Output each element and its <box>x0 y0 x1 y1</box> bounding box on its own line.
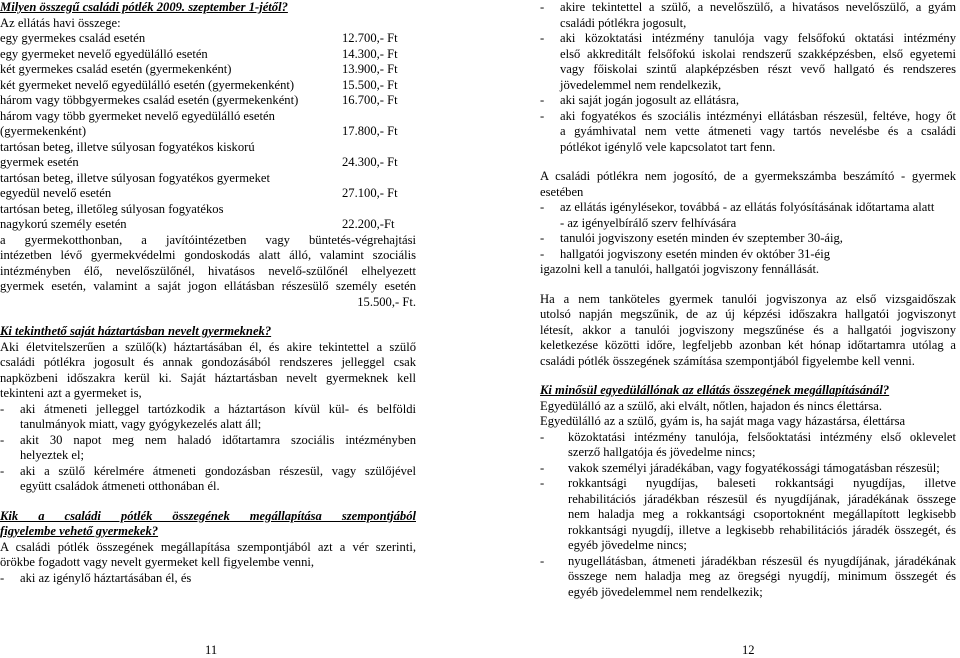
list-item-text: rokkantsági nyugdíjas, baleseti rokkantsági nyugdíjas, illetve <box>568 476 956 490</box>
rate-row <box>0 62 416 78</box>
paragraph-line: Ha a nem tanköteles gyermek tanulói jogviszonya az első vizsgaidőszak <box>540 291 956 306</box>
list-item-text: aki fogyatékos és szociális intézményi ellátásban részesül, feltéve, hogy őt <box>560 108 956 123</box>
household-list <box>0 402 416 495</box>
list-item-line <box>0 417 416 433</box>
bullet-dash: - <box>540 476 545 490</box>
list-item-line <box>540 247 956 263</box>
right-page <box>540 0 956 600</box>
bullet-dash: - <box>0 401 5 416</box>
paragraph-line: Aki életvitelszerűen a szülő(k) háztartásában él, és akire tekintettel a szülő <box>0 339 416 354</box>
list-item-line <box>540 0 956 16</box>
list-item-line <box>540 47 956 63</box>
list-item-line <box>540 200 956 216</box>
bullet-dash: - <box>540 231 545 245</box>
paragraph-line: örökbe fogadott vagy nevelt gyermeket kell figyelembe venni, <box>0 555 315 569</box>
list-item <box>540 200 956 231</box>
page-number-left: 11 <box>205 643 218 657</box>
paragraph-line: napközbeni időszakra kerül ki. Saját háztartásban nevelt gyermeknek kell <box>0 370 416 385</box>
heading-counted-children <box>0 509 416 540</box>
list-item-text: együtt családok átmeneti otthonában él. <box>20 479 220 493</box>
list-item-line <box>540 62 956 78</box>
list-item-line <box>540 124 956 140</box>
rate-label-line: nagykorú személy esetén 22.200,-Ft <box>0 217 395 231</box>
list-item-text: vagy főiskolai szintű alapképzésben részt vevő hallgató és rendszeres <box>560 62 956 76</box>
list-item <box>540 430 956 461</box>
rate-amount: 22.200,-Ft <box>342 217 395 231</box>
paragraph-line: gyermek esetén, valamint a saját jogon ellátásban részesülő személy esetén <box>0 279 416 293</box>
paragraph-line: intézetben lévő gyermekvédelmi gondoskodás alatt álló, valamint szociális <box>0 248 416 262</box>
rate-label-line: három vagy több gyermeket nevelő egyedülálló esetén <box>0 108 275 123</box>
list-item-line <box>0 464 416 480</box>
non-eligible-list <box>540 200 956 262</box>
list-item-line <box>540 78 956 94</box>
list-item-text: első akkreditált felsőfokú iskolai rendszerű szakképzésben, első egyetemi <box>560 46 956 61</box>
bullet-dash: - <box>540 246 545 261</box>
rate-amount: 17.800,- Ft <box>342 124 398 138</box>
list-item-text: hallgatói jogviszony esetén minden év október 31-éig <box>560 246 830 261</box>
rate-label-line: tartósan beteg, illetőleg súlyosan fogyatékos <box>0 201 224 216</box>
list-item <box>0 433 416 464</box>
heading-line: figyelembe vehető gyermekek? <box>0 524 159 538</box>
rate-label-line: egy gyermeket nevelő egyedülálló esetén 14.300,- Ft <box>0 46 398 61</box>
list-item-text: aki közoktatási intézmény tanulója vagy felsőfokú oktatási intézmény <box>560 31 956 45</box>
list-item-line <box>540 523 956 539</box>
list-item <box>0 464 416 495</box>
bullet-dash: - <box>540 108 545 123</box>
rate-amount: 12.700,- Ft <box>342 31 398 45</box>
paragraph-line: A családi pótlékra nem jogosító, de a gyermekszámba beszámító - gyermek <box>540 169 956 183</box>
rates-table <box>0 31 416 233</box>
list-item-text: egyéb jövedelemmel nem rendelkezik; <box>568 584 763 599</box>
list-item-line <box>540 569 956 585</box>
list-item-line <box>540 216 956 232</box>
paragraph-line: A családi pótlék összegének megállapítása szempontjából azt a vér szerinti, <box>0 539 416 554</box>
list-item-text: - az igényelbírálő szerv felhívására <box>560 215 737 230</box>
list-item-text: aki a szülő kérelmére átmeneti gondozásban részesül, vagy szülőjével <box>20 463 416 478</box>
list-item-line <box>540 93 956 109</box>
list-item-text: rokkantsági nyugdíj, illetve a legkisebb rehabilitációs járadék összegét, és <box>568 522 956 537</box>
list-item-line <box>540 507 956 523</box>
bullet-dash: - <box>0 463 5 478</box>
paragraph-line: tekinteni azt a gyermeket is, <box>0 386 142 400</box>
list-item-text: vakok személyi járadékában, vagy fogyatékossági támogatásban részesül; <box>568 460 940 475</box>
paragraph-line: esetében <box>540 184 584 199</box>
heading-line: Kik a családi pótlék összegének megállapítása szempontjából <box>0 508 416 523</box>
list-item-text: rehabilitációs járadékban részesül és nyugdíjának, járadékának összege <box>568 491 956 506</box>
exam-period-paragraph <box>540 292 956 370</box>
list-item <box>540 231 956 247</box>
list-item-text: aki átmeneti jelleggel tartózkodik a háztartáson kívül kül- és belföldi <box>20 401 416 416</box>
paragraph-line: utolsó napján megszűnik, de az új képzési időszakra hallgatói jogviszonyt <box>540 307 956 321</box>
list-item <box>540 554 956 601</box>
rate-label-line: tartósan beteg, illetve súlyosan fogyatékos gyermeket <box>0 170 270 185</box>
list-item-line <box>540 476 956 492</box>
rate-row <box>0 93 416 109</box>
list-item-text: pótlékot igénylő vele kapcsolatot tart fenn. <box>560 139 776 154</box>
list-item-text: helyeztek el; <box>20 448 84 462</box>
list-item-line <box>540 445 956 461</box>
heading-household-child: Ki tekinthető saját háztartásban nevelt gyermeknek? <box>0 324 272 338</box>
rate-amount: 24.300,- Ft <box>342 155 398 169</box>
paragraph-line: családi pótlékra jogosult és annak gondozásából rendszeres jelleggel csak <box>0 355 416 369</box>
bullet-dash: - <box>540 429 545 444</box>
bullet-dash: - <box>540 200 545 214</box>
list-item <box>0 402 416 433</box>
list-item-line <box>540 16 956 32</box>
list-item-line <box>0 433 416 449</box>
bullet-dash: - <box>0 432 5 447</box>
list-item-text: családi pótlékra jogosult, <box>560 15 687 30</box>
rate-label-line: két gyermekes család esetén (gyermekenként) 13.900,- Ft <box>0 62 398 76</box>
list-item-text: a gyámhivatal nem vette átmeneti vagy tartós nevelésbe és a családi <box>560 124 956 138</box>
household-paragraph <box>0 340 416 402</box>
rate-amount: 14.300,- Ft <box>342 46 398 61</box>
list-item-text: az ellátás igénylésekor, továbbá - az ellátás folyósításának időtartama alatt <box>560 200 935 214</box>
list-item-text: tanulmányok miatt, vagy gyógykezelés alatt áll; <box>20 417 262 431</box>
list-item-line <box>540 461 956 477</box>
non-eligible-end: igazolni kell a tanulói, hallgatói jogviszony fennállását. <box>540 262 820 276</box>
rate-label-line: egyedül nevelő esetén 27.100,- Ft <box>0 186 398 200</box>
institution-amount: 15.500,- Ft. <box>357 294 416 309</box>
eligibility-list <box>540 0 956 155</box>
section-subtitle: Az ellátás havi összege: <box>0 15 121 30</box>
bullet-dash: - <box>540 553 545 568</box>
list-item-text: nyugellátásban, átmeneti járadékban részesül és nyugdíjának, járadékának <box>568 553 956 568</box>
list-item-text: aki saját jogán jogosult az ellátásra, <box>560 93 740 107</box>
bullet-dash: - <box>540 460 545 475</box>
rate-row <box>0 31 416 47</box>
bullet-dash: - <box>540 31 545 45</box>
single-parent-list <box>540 430 956 601</box>
list-item-text: akire tekintettel a szülő, a nevelőszülő, a hivatásos nevelőszülő, a gyám <box>560 0 956 14</box>
non-eligible-paragraph <box>540 169 956 200</box>
paragraph-line: létesít, akkor a tanulói jogviszony megszűnése és a hallgatói jogviszony <box>540 322 956 337</box>
list-item <box>540 93 956 109</box>
list-item-line <box>540 140 956 156</box>
list-item-text: tanulói jogviszony esetén minden év szeptember 30-áig, <box>560 231 843 245</box>
list-item-text: akit 30 napot meg nem haladó időtartamra szociális intézményben <box>20 432 416 447</box>
list-item-line <box>0 402 416 418</box>
list-item <box>540 247 956 263</box>
list-item-line <box>0 479 416 495</box>
list-item-text: közoktatási intézmény tanulója, felsőoktatási intézmény első oklevelet <box>568 429 956 444</box>
rate-amount: 13.900,- Ft <box>342 62 398 76</box>
rate-row <box>0 109 416 140</box>
list-item <box>540 461 956 477</box>
list-item <box>540 0 956 31</box>
rate-label-line: egy gyermekes család esetén 12.700,- Ft <box>0 31 398 45</box>
list-item-line <box>540 554 956 570</box>
left-page <box>0 0 416 586</box>
paragraph-line: családi pótlék összegének számítása szempontjából figyelembe kell venni. <box>540 353 915 368</box>
section-title: Milyen összegű családi pótlék 2009. szeptember 1-jétől? <box>0 0 288 14</box>
rate-amount: 27.100,- Ft <box>342 186 398 200</box>
list-item-text: nem haladja meg a rokkantsági csoportoknént megállapított legkisebb <box>568 507 956 521</box>
paragraph-line: intézményben élő, nevelőszülőnél, hivatásos nevelő-szülőnél elhelyezett <box>0 263 416 278</box>
list-item-text: egyéb jövedelme nincs; <box>568 538 687 552</box>
bullet-dash: - <box>540 0 545 14</box>
list-item <box>540 109 956 156</box>
rate-row <box>0 78 416 94</box>
institution-paragraph <box>0 233 416 295</box>
rate-label-line: tartósan beteg, illetve súlyosan fogyatékos kiskorú <box>0 139 255 154</box>
bullet-dash: - <box>540 93 545 107</box>
paragraph-line: Egyedülálló az a szülő, aki elvált, nőtlen, hajadon és nincs élettársa. <box>540 398 883 413</box>
list-item-line <box>540 31 956 47</box>
rate-row <box>0 140 416 171</box>
single-parent-paragraph <box>540 399 956 430</box>
list-item-text: összege nem haladja meg az öregségi nyugdíj, minimum összegét és <box>568 569 956 583</box>
rate-label-line: (gyermekenként) 17.800,- Ft <box>0 124 398 138</box>
list-item-line <box>540 231 956 247</box>
paragraph-line: keletkezése közötti időre, legfeljebb azonban két hónap időtartamra utólag a <box>540 338 956 352</box>
list-item-line <box>540 109 956 125</box>
heading-single-parent: Ki minősül egyedülállónak az ellátás összegének megállapításánál? <box>540 383 890 397</box>
rate-amount: 15.500,- Ft <box>342 77 398 92</box>
list-item-line <box>540 538 956 554</box>
list-item <box>540 476 956 554</box>
list-item: - aki az igénylő háztartásában él, és <box>0 570 192 585</box>
list-item-line <box>540 585 956 601</box>
counted-children-paragraph <box>0 540 416 571</box>
paragraph-line: Egyedülálló az a szülő, gyám is, ha saját maga vagy házastársa, élettársa <box>540 414 906 428</box>
rate-row <box>0 202 416 233</box>
list-item-text: szerző hallgatója és jövedelme nincs; <box>568 445 756 459</box>
list-item-line <box>0 448 416 464</box>
list-item-line <box>540 492 956 508</box>
page-number-right: 12 <box>742 643 755 657</box>
rate-label-line: három vagy többgyermekes család esetén (gyermekenként) 16.700,- Ft <box>0 93 398 107</box>
paragraph-line: a gyermekotthonban, a javítóintézetben vagy büntetés-végrehajtási <box>0 232 416 247</box>
rate-amount: 16.700,- Ft <box>342 93 398 107</box>
list-item <box>540 31 956 93</box>
rate-label-line: két gyermeket nevelő egyedülálló esetén (gyermekenként) 15.500,- Ft <box>0 77 398 92</box>
list-item-text: jövedelemmel nem rendelkezik, <box>560 77 722 92</box>
rate-row <box>0 47 416 63</box>
rate-label-line: gyermek esetén 24.300,- Ft <box>0 155 398 169</box>
list-item-line <box>540 430 956 446</box>
rate-row <box>0 171 416 202</box>
